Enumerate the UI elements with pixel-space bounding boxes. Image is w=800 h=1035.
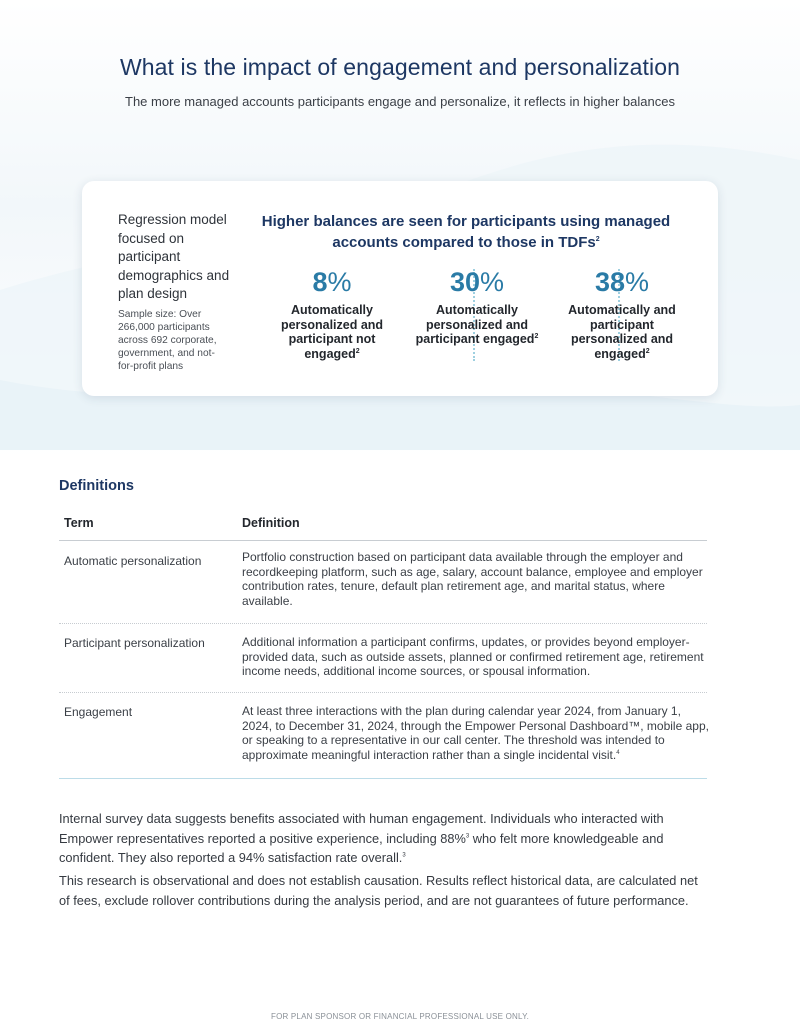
card-heading-footnote: 2 bbox=[595, 236, 600, 243]
definition-cell: Portfolio construction based on participant data available through the employer and recordkeeping platform, such as age, salary, account balance, employee and employer contribution rates, tenure, default plan retirement age, and marital status, where available. bbox=[242, 550, 703, 608]
definition-cell: At least three interactions with the plan during calendar year 2024, from January 1, 2024, to December 31, 2024, through the Empower Personal Dashboard™, mobile app, or speaking to a representative in our call center. The threshold was intended to approximate meaningful interaction rather than a single incidental visit.$^4$ bbox=[242, 704, 709, 762]
stat-item bbox=[409, 265, 545, 347]
model-text: Regression model focused on participant demographics and plan design bbox=[118, 212, 230, 301]
column-header-term: Term bbox=[64, 516, 94, 530]
stat-label: Automatically personalized and participant not engaged$^2$ bbox=[280, 303, 384, 361]
page-subtitle: The more managed accounts participants engage and personalize, it reflects in higher balances bbox=[125, 94, 675, 109]
table-row bbox=[59, 624, 707, 693]
table-row bbox=[59, 541, 707, 624]
definitions-table bbox=[59, 510, 707, 779]
stat-item bbox=[264, 265, 400, 361]
term-cell: Automatic personalization bbox=[64, 554, 202, 568]
definition-cell: Additional information a participant confirms, updates, or provides beyond employer-provided data, such as outside assets, planned or confirmed retirement age, retirement income needs, additional income sources, or spousal information. bbox=[242, 635, 704, 678]
stat-value: 38% bbox=[594, 267, 650, 297]
term-cell: Engagement bbox=[64, 705, 133, 719]
term-cell: Participant personalization bbox=[64, 636, 205, 650]
sample-size-text: Sample size: Over 266,000 participants across 692 corporate, government, and not-for-profit plans bbox=[118, 308, 217, 372]
stat-label: Automatically personalized and participant engaged$^2$ bbox=[415, 303, 539, 346]
footer-text: FOR PLAN SPONSOR OR FINANCIAL PROFESSIONAL USE ONLY. bbox=[270, 1012, 529, 1021]
survey-paragraph: Internal survey data suggests benefits associated with human engagement. Individuals who interacted with Empower representatives reported a positive experience, including 88%$^3$ who felt more knowledgeable and confident. They also reported a 94% satisfaction rate overall.$^3$ bbox=[59, 811, 664, 865]
stat-value: 30% bbox=[449, 267, 505, 297]
model-description bbox=[118, 211, 230, 373]
card-heading-text: Higher balances are seen for participants using managed accounts compared to those in TDFs bbox=[261, 213, 671, 251]
stat-label: Automatically and participant personalized and engaged$^2$ bbox=[568, 303, 676, 361]
definitions-title: Definitions bbox=[59, 478, 134, 494]
stat-item bbox=[554, 265, 690, 361]
stat-value: 8% bbox=[312, 267, 352, 297]
stats-card bbox=[82, 181, 718, 396]
card-heading bbox=[250, 211, 682, 253]
table-row bbox=[59, 693, 707, 779]
table-header bbox=[59, 510, 707, 541]
disclaimer-paragraph: This research is observational and does not establish causation. Results reflect historical data, are calculated net of fees, exclude rollover contributions during the analysis period, and are not guarantees of future performance. bbox=[59, 873, 698, 908]
page-title: What is the impact of engagement and personalization bbox=[119, 54, 681, 80]
column-header-definition: Definition bbox=[242, 516, 300, 530]
stats-row bbox=[246, 265, 700, 365]
